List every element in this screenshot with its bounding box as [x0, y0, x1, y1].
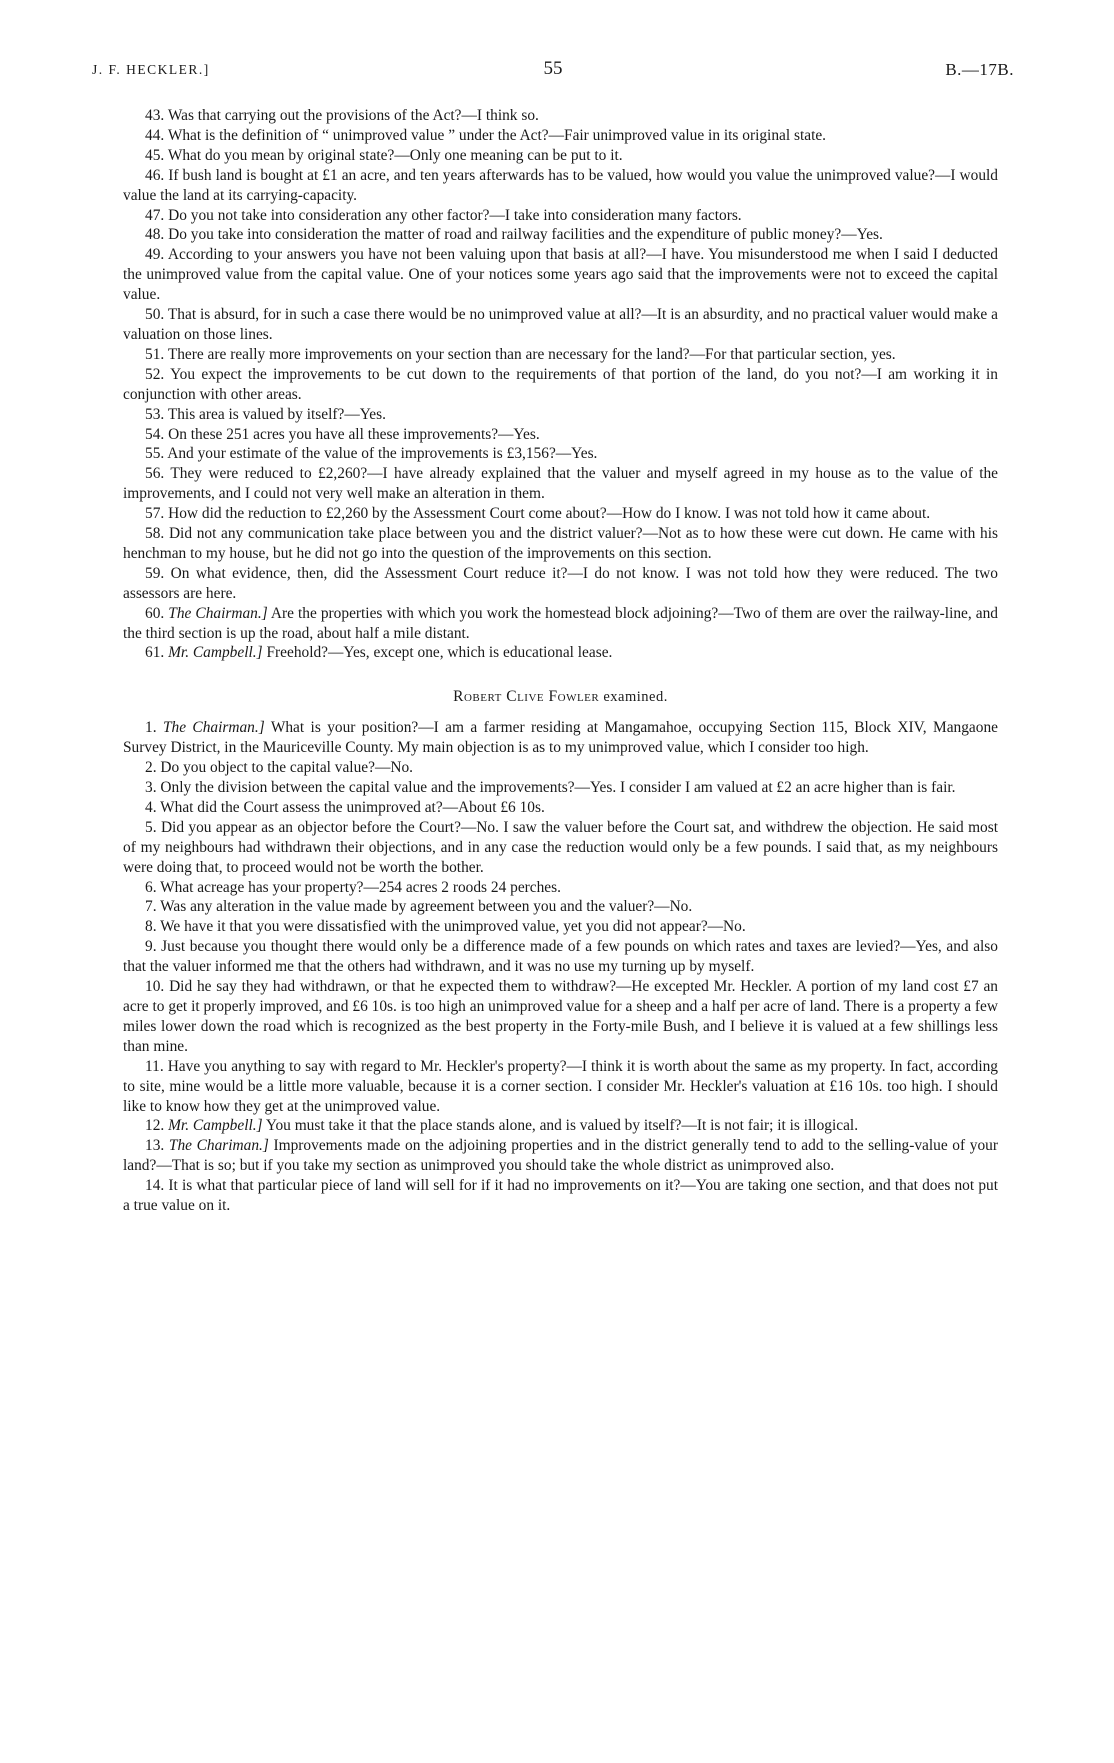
section-heading: [123, 687, 998, 708]
question-paragraph: [123, 464, 998, 504]
speaker-label: Mr. Campbell.]: [168, 1117, 263, 1135]
question-text: You must take it that the place stands alone, and is valued by itself?—It is not fair; it is illogical.: [265, 1117, 859, 1135]
heading-suffix: examined.: [603, 689, 668, 706]
question-number: 61.: [145, 644, 165, 662]
question-text: This area is valued by itself?—Yes.: [167, 405, 386, 423]
question-paragraph: [123, 878, 998, 898]
question-number: 11.: [145, 1057, 164, 1075]
question-paragraph: [123, 146, 998, 166]
question-text: Only the division between the capital value and the improvements?—Yes. I consider I am valued at £2 an acre higher than is fair.: [160, 779, 956, 796]
question-paragraph: [123, 126, 998, 146]
question-number: 1.: [145, 719, 157, 737]
question-text: On these 251 acres you have all these improvements?—Yes.: [168, 425, 540, 443]
question-paragraph: [123, 405, 998, 425]
question-text: It is what that particular piece of land will sell for if it had no improvements on it?—You are taking one section, and that does not put a true value on it.: [123, 1177, 998, 1215]
question-paragraph: [123, 564, 998, 604]
fowler-evidence: [123, 718, 998, 1216]
question-paragraph: [123, 365, 998, 405]
question-number: 54.: [145, 425, 165, 443]
question-paragraph: [123, 937, 998, 977]
question-text: Freehold?—Yes, except one, which is educational lease.: [266, 644, 613, 662]
question-text: There are really more improvements on your section than are necessary for the land?—For that particular section, yes.: [167, 345, 896, 363]
question-paragraph: [123, 1176, 998, 1216]
question-text: That is absurd, for in such a case there would be no unimproved value at all?—It is an absurdity, and no practical valuer would make a valuation on those lines.: [123, 306, 998, 343]
question-text: Just because you thought there would only be a difference made of a few pounds on which rates and taxes are levied?—Yes, and also that the valuer informed me that the others had withdrawn, and it was no use my turning up by myself.: [123, 938, 998, 976]
question-paragraph: [123, 1136, 998, 1176]
page-number: 55: [543, 58, 563, 79]
question-text: And your estimate of the value of the improvements is £3,156?—Yes.: [167, 445, 598, 463]
question-text: Improvements made on the adjoining properties and in the district generally tend to add to the selling-value of your land?—That is so; but if you take my section as unimproved you should take the whole district as unimproved also.: [123, 1137, 998, 1175]
question-number: 56.: [145, 465, 165, 483]
question-number: 43.: [145, 107, 165, 124]
question-text: We have it that you were dissatisfied with the unimproved value, yet you did not appear?—No.: [160, 918, 746, 936]
question-text: Did he say they had withdrawn, or that he expected them to withdraw?—He excepted Mr. Heckler. A portion of my land cost £7 an acre to get it properly improved, and £6 10s. is too high an unimproved value for a sheep and a half per acre of land. There is a property a few miles lower down the road which is recognized as the best property in the Forty-mile Bush, and I believe it is valued at a few shillings less than mine.: [123, 978, 998, 1055]
question-paragraph: [123, 977, 998, 1057]
question-paragraph: [123, 1057, 998, 1117]
question-paragraph: [123, 206, 998, 226]
witness-name-header: J. F. HECKLER.]: [92, 62, 210, 77]
question-paragraph: [123, 425, 998, 445]
question-text: What is your position?—I am a farmer residing at Mangamahoe, occupying Section 115, Block XIV, Mangaone Survey District, in the Mauriceville County. My main objection is as to my unimproved value, which I consider too high.: [123, 719, 998, 757]
heckler-evidence: [123, 106, 998, 663]
question-number: 59.: [145, 564, 165, 582]
question-paragraph: [123, 897, 998, 917]
question-number: 7.: [145, 898, 157, 916]
question-text: Have you anything to say with regard to Mr. Heckler's property?—I think it is worth about the same as my property. In fact, according to site, mine would be a little more valuable, because it is a corner section. I consider Mr. Heckler's valuation at £16 10s. too high. I should like to know how they get at the unimproved value.: [123, 1057, 998, 1115]
question-number: 51.: [145, 345, 165, 363]
question-text: Was that carrying out the provisions of the Act?—I think so.: [167, 107, 539, 124]
question-number: 47.: [145, 206, 165, 224]
question-paragraph: [123, 643, 998, 663]
question-number: 48.: [145, 226, 165, 244]
question-paragraph: [123, 758, 998, 778]
question-paragraph: [123, 798, 998, 818]
evidence-text: [123, 106, 998, 1216]
question-text: Are the properties with which you work the homestead block adjoining?—Two of them are over the railway-line, and the third section is up the road, about half a mile distant.: [123, 604, 998, 642]
page-header: [92, 58, 1014, 82]
question-number: 3.: [145, 779, 157, 796]
speaker-label: The Chairman.]: [162, 719, 265, 737]
question-number: 4.: [145, 798, 157, 816]
question-number: 46.: [145, 166, 165, 184]
question-paragraph: [123, 504, 998, 524]
question-number: 53.: [145, 405, 165, 423]
question-text: Was any alteration in the value made by agreement between you and the valuer?—No.: [160, 898, 693, 916]
question-number: 5.: [145, 818, 157, 836]
question-paragraph: [123, 245, 998, 305]
question-text: What acreage has your property?—254 acres 2 roods 24 perches.: [160, 878, 561, 896]
question-paragraph: [123, 225, 998, 245]
question-number: 9.: [145, 938, 157, 956]
question-paragraph: [123, 604, 998, 644]
question-number: 8.: [145, 918, 157, 936]
question-number: 10.: [145, 978, 165, 996]
question-number: 6.: [145, 878, 157, 896]
speaker-label: Mr. Campbell.]: [168, 644, 263, 662]
question-number: 57.: [145, 505, 165, 523]
question-number: 2.: [145, 759, 157, 777]
question-number: 12.: [145, 1117, 165, 1135]
question-paragraph: [123, 818, 998, 878]
question-paragraph: [123, 778, 998, 798]
question-text: Do you not take into consideration any other factor?—I take into consideration many factors.: [168, 206, 742, 224]
question-text: According to your answers you have not been valuing upon that basis at all?—I have. You misunderstood me when I said I deducted the unimproved value from the capital value. One of your notices some years ago said that the improvements were not to exceed the capital value.: [123, 246, 999, 304]
question-paragraph: [123, 718, 998, 758]
speaker-label: The Chairman.]: [168, 604, 268, 622]
question-text: Do you object to the capital value?—No.: [160, 759, 413, 777]
question-paragraph: [123, 305, 998, 345]
question-text: You expect the improvements to be cut down to the requirements of that portion of the land, do you not?—I am working it in conjunction with other areas.: [123, 365, 999, 403]
question-paragraph: [123, 345, 998, 365]
question-paragraph: [123, 166, 998, 206]
question-paragraph: [123, 524, 998, 564]
question-number: 44.: [145, 126, 165, 144]
question-number: 14.: [145, 1177, 165, 1195]
question-text: They were reduced to £2,260?—I have already explained that the valuer and myself agreed in my house as to the value of the improvements, and I could not very well make an alteration in them.: [123, 465, 998, 503]
question-number: 13.: [145, 1137, 165, 1155]
question-text: Did you appear as an objector before the Court?—No. I saw the valuer before the Court sat, and withdrew the objection. He said most of my neighbours had withdrawn their objections, and in any case the reduction would only be a few pounds. I said that, as my neighbours were doing that, to proceed would not be worth the bother.: [123, 818, 998, 876]
question-text: What do you mean by original state?—Only one meaning can be put to it.: [167, 146, 623, 164]
speaker-label: The Chariman.]: [168, 1137, 269, 1155]
question-paragraph: [123, 444, 998, 464]
question-text: What is the definition of “ unimproved value ” under the Act?—Fair unimproved value in its original state.: [167, 126, 827, 144]
question-text: On what evidence, then, did the Assessment Court reduce it?—I do not know. I was not told how they were reduced. The two assessors are here.: [123, 564, 998, 602]
question-paragraph: [123, 106, 998, 126]
question-text: How did the reduction to £2,260 by the Assessment Court come about?—How do I know. I was not told how it came about.: [168, 505, 931, 523]
question-number: 52.: [145, 365, 165, 383]
question-text: If bush land is bought at £1 an acre, and ten years afterwards has to be valued, how would you value the unimproved value?—I would value the land at its carrying-capacity.: [123, 166, 998, 204]
witness-name: Robert Clive Fowler: [453, 688, 600, 706]
question-number: 60.: [145, 604, 165, 622]
question-number: 45.: [145, 146, 165, 164]
question-text: What did the Court assess the unimproved at?—About £6 10s.: [160, 798, 545, 816]
question-text: Do you take into consideration the matter of road and railway facilities and the expenditure of public money?—Yes.: [168, 226, 883, 244]
question-paragraph: [123, 917, 998, 937]
question-number: 55.: [145, 445, 165, 463]
question-number: 49.: [145, 246, 165, 264]
question-text: Did not any communication take place between you and the district valuer?—Not as to how these were cut down. He came with his henchman to my house, but he did not go into the question of the improvements on this section.: [123, 525, 998, 562]
question-number: 58.: [145, 525, 165, 543]
paper-reference: B.—17B.: [945, 60, 1014, 79]
question-number: 50.: [145, 306, 165, 324]
question-paragraph: [123, 1116, 998, 1136]
